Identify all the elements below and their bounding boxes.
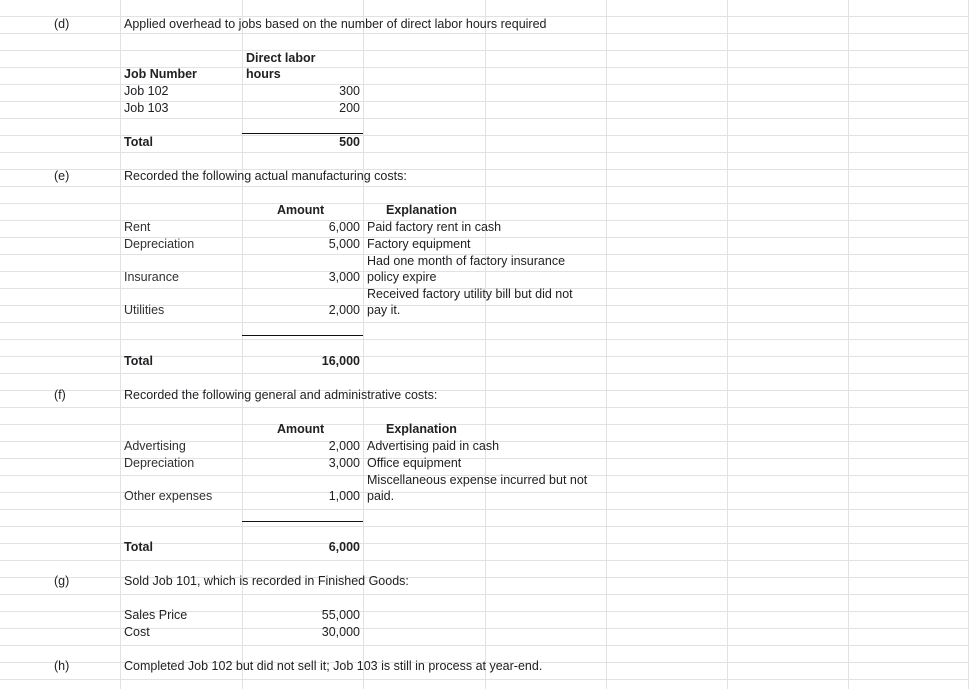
- total-value: 500: [339, 135, 360, 149]
- section-title-e: Recorded the following actual manufacturing costs:: [124, 169, 407, 183]
- amount-header: Amount: [277, 203, 325, 217]
- cost-label: Rent: [124, 220, 151, 234]
- cost-explanation: pay it.: [367, 303, 401, 317]
- sale-value: 30,000: [321, 625, 360, 639]
- cost-explanation: paid.: [367, 489, 395, 503]
- cost-amount: 3,000: [328, 456, 360, 470]
- cost-explanation: Paid factory rent in cash: [367, 220, 502, 234]
- section-marker-e: (e): [54, 169, 70, 183]
- job-hours: 300: [339, 84, 360, 98]
- section-marker-f: (f): [54, 388, 66, 402]
- cost-label: Other expenses: [124, 489, 213, 503]
- section-title-f: Recorded the following general and administrative costs:: [124, 388, 438, 402]
- cost-explanation: Office equipment: [367, 456, 462, 470]
- section-title-g: Sold Job 101, which is recorded in Finished Goods:: [124, 574, 409, 588]
- job-hours: 200: [339, 101, 360, 115]
- hours-header: hours: [246, 67, 281, 81]
- job-label: Job 103: [124, 101, 169, 115]
- cost-label: Advertising: [124, 439, 186, 453]
- cost-amount: 3,000: [328, 270, 360, 284]
- job-label: Job 102: [124, 84, 169, 98]
- total-rule: [242, 335, 363, 336]
- cost-label: Insurance: [124, 270, 179, 284]
- explanation-header: Explanation: [386, 422, 457, 436]
- amount-header: Amount: [277, 422, 325, 436]
- sale-label: Cost: [124, 625, 150, 639]
- cost-amount: 2,000: [328, 303, 360, 317]
- explanation-header: Explanation: [386, 203, 457, 217]
- cost-amount: 6,000: [328, 220, 360, 234]
- cost-explanation: Factory equipment: [367, 237, 471, 251]
- cost-label: Utilities: [124, 303, 165, 317]
- cost-explanation: policy expire: [367, 270, 437, 284]
- section-title-h: Completed Job 102 but did not sell it; Job 103 is still in process at year-end.: [124, 659, 543, 673]
- total-label: Total: [124, 354, 153, 368]
- total-rule: [242, 133, 363, 134]
- cost-label: Depreciation: [124, 237, 195, 251]
- sale-label: Sales Price: [124, 608, 188, 622]
- total-rule: [242, 521, 363, 522]
- job-number-header: Job Number: [124, 67, 197, 81]
- cost-explanation: Advertising paid in cash: [367, 439, 500, 453]
- cost-label: Depreciation: [124, 456, 195, 470]
- section-marker-d: (d): [54, 17, 70, 31]
- total-label: Total: [124, 135, 153, 149]
- cost-explanation: Miscellaneous expense incurred but not: [367, 473, 588, 487]
- total-value: 16,000: [321, 354, 360, 368]
- cost-explanation: Had one month of factory insurance: [367, 254, 566, 268]
- direct-labor-header: Direct labor: [246, 51, 316, 65]
- sale-value: 55,000: [321, 608, 360, 622]
- section-marker-h: (h): [54, 659, 70, 673]
- total-label: Total: [124, 540, 153, 554]
- cost-amount: 2,000: [328, 439, 360, 453]
- cost-amount: 1,000: [328, 489, 360, 503]
- cost-amount: 5,000: [328, 237, 360, 251]
- total-value: 6,000: [328, 540, 360, 554]
- section-title-d: Applied overhead to jobs based on the number of direct labor hours required: [124, 17, 547, 31]
- section-marker-g: (g): [54, 574, 70, 588]
- cost-explanation: Received factory utility bill but did not: [367, 287, 573, 301]
